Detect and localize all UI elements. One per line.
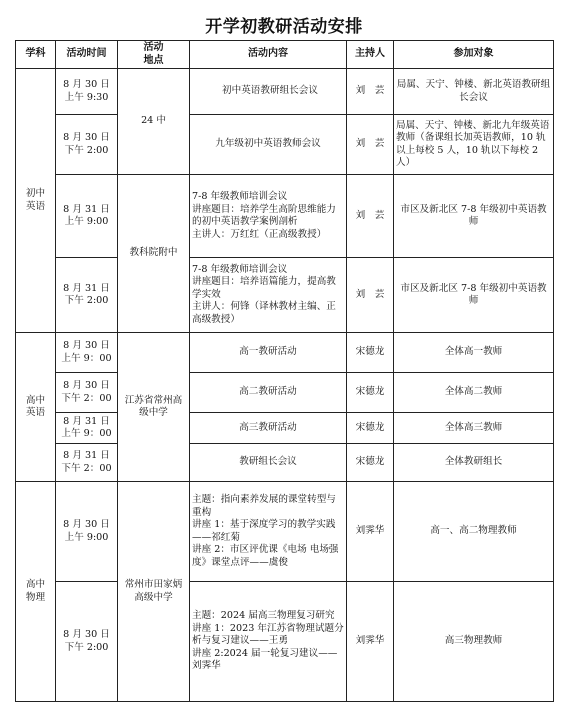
host-cell: 宋德龙 [347, 413, 394, 444]
table-row [16, 444, 554, 482]
header-subject: 学科 [16, 41, 56, 69]
host-cell: 宋德龙 [347, 373, 394, 413]
table-row [16, 333, 554, 373]
table-row [16, 373, 554, 413]
time-cell: 8 月 30 日 下午 2：00 [56, 373, 118, 413]
content-cell: 高三教研活动 [190, 413, 347, 444]
table-row [16, 413, 554, 444]
time-cell: 8 月 30 日 下午 2:00 [56, 582, 118, 702]
content-cell: 主题：指向素养发展的课堂转型与重构 讲座 1：基于深度学习的教学实践——祁红菊 讲座 2：市区评优课《电场 电场强度》课堂点评——虞俊 [190, 482, 347, 582]
audience-cell: 局属、天宁、钟楼、新北九年级英语教师（备课组长加英语教师，10 轨以上每校 5 人，10 轨以下每校 2 人） [394, 115, 554, 175]
time-cell: 8 月 30 日 上午 9：00 [56, 333, 118, 373]
time-cell: 8 月 30 日 上午 9:30 [56, 69, 118, 115]
audience-cell: 局属、天宁、钟楼、新北英语教研组长会议 [394, 69, 554, 115]
table-row [16, 482, 554, 582]
location-cell: 常州市田家炳高级中学 [118, 482, 190, 702]
audience-cell: 市区及新北区 7-8 年级初中英语教师 [394, 258, 554, 333]
host-cell: 刘霁华 [347, 482, 394, 582]
table-row [16, 115, 554, 175]
content-cell: 主题：2024 届高三物理复习研究 讲座 1：2023 年江苏省物理试题分析与复习建议——王勇 讲座 2:2024 届一轮复习建议——刘霁华 [190, 582, 347, 702]
subject-cell: 高中 物理 [16, 482, 56, 702]
time-cell: 8 月 31 日 下午 2：00 [56, 444, 118, 482]
content-cell: 7-8 年级教师培训会议 讲座题目：培养学生高阶思维能力的初中英语教学案例剖析 主讲人：万红红（正高级教授） [190, 175, 347, 258]
host-cell: 刘霁华 [347, 582, 394, 702]
location-cell: 24 中 [118, 69, 190, 175]
header-host: 主持人 [347, 41, 394, 69]
subject-cell: 初中 英语 [16, 69, 56, 333]
time-cell: 8 月 31 日 上午 9:00 [56, 175, 118, 258]
schedule-table [15, 40, 554, 702]
header-location: 活动 地点 [118, 41, 190, 69]
audience-cell: 全体高三教师 [394, 413, 554, 444]
content-cell: 高二教研活动 [190, 373, 347, 413]
content-cell: 7-8 年级教师培训会议 讲座题目：培养语篇能力，提高教学实效 主讲人：何锋（译林教材主编、正高级教授） [190, 258, 347, 333]
table-row [16, 582, 554, 702]
content-cell: 高一教研活动 [190, 333, 347, 373]
host-cell: 刘 芸 [347, 115, 394, 175]
content-cell: 初中英语教研组长会议 [190, 69, 347, 115]
audience-cell: 高一、高二物理教师 [394, 482, 554, 582]
content-cell: 教研组长会议 [190, 444, 347, 482]
audience-cell: 市区及新北区 7-8 年级初中英语教师 [394, 175, 554, 258]
time-cell: 8 月 30 日 上午 9:00 [56, 482, 118, 582]
host-cell: 刘 芸 [347, 69, 394, 115]
audience-cell: 全体高二教师 [394, 373, 554, 413]
audience-cell: 全体高一教师 [394, 333, 554, 373]
host-cell: 刘 芸 [347, 258, 394, 333]
table-row [16, 258, 554, 333]
content-cell: 九年级初中英语教师会议 [190, 115, 347, 175]
table-row [16, 175, 554, 258]
audience-cell: 高三物理教师 [394, 582, 554, 702]
host-cell: 刘 芸 [347, 175, 394, 258]
location-cell: 教科院附中 [118, 175, 190, 333]
page-title: 开学初教研活动安排 [205, 17, 363, 37]
time-cell: 8 月 31 日 上午 9：00 [56, 413, 118, 444]
host-cell: 宋德龙 [347, 444, 394, 482]
header-content: 活动内容 [190, 41, 347, 69]
header-audience: 参加对象 [394, 41, 554, 69]
location-cell: 江苏省常州高级中学 [118, 333, 190, 482]
audience-cell: 全体教研组长 [394, 444, 554, 482]
table-row [16, 69, 554, 115]
subject-cell: 高中 英语 [16, 333, 56, 482]
table-header-row [16, 41, 554, 69]
host-cell: 宋德龙 [347, 333, 394, 373]
time-cell: 8 月 31 日 下午 2:00 [56, 258, 118, 333]
header-time: 活动时间 [56, 41, 118, 69]
time-cell: 8 月 30 日 下午 2:00 [56, 115, 118, 175]
